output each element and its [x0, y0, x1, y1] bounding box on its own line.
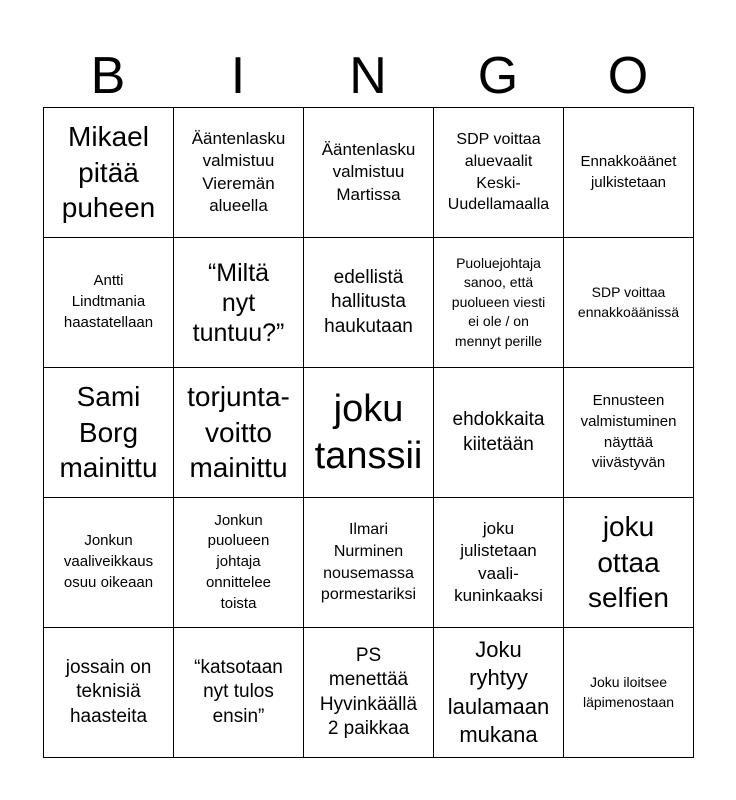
cell-text: joku tanssii	[314, 388, 423, 477]
cell-text: Sami Borg mainittu	[59, 380, 158, 484]
cell-text: torjunta- voitto mainittu	[187, 380, 290, 484]
cell-text: Ennakkoäänet julkistetaan	[580, 152, 677, 191]
cell-text: Ilmari Nurminen nousemassa pormestariksi	[320, 521, 417, 604]
cell-text: ehdokkaita kiitetään	[452, 409, 545, 455]
header-letter-o: O	[607, 47, 649, 105]
bingo-cell-r3-c4[interactable]	[434, 368, 564, 498]
bingo-cell-r1-c3[interactable]	[304, 108, 434, 238]
bingo-cell-r4-c2[interactable]	[174, 498, 304, 628]
bingo-cell-r1-c5[interactable]	[564, 108, 694, 238]
bingo-cell-r2-c3[interactable]	[304, 238, 434, 368]
cell-text: SDP voittaa aluevaalit Keski- Uudellamaalla	[447, 131, 550, 214]
cell-text: joku julistetaan vaali- kuninkaaksi	[454, 519, 543, 605]
cell-text: PS menettää Hyvinkäällä 2 paikkaa	[319, 644, 418, 739]
header-letter-b: B	[90, 47, 126, 105]
bingo-cell-r3-c3[interactable]	[304, 368, 434, 498]
bingo-cell-r3-c1[interactable]	[44, 368, 174, 498]
cell-text: “katsotaan nyt tulos ensin”	[194, 657, 283, 727]
bingo-cell-r4-c4[interactable]	[434, 498, 564, 628]
header-letter-n: N	[349, 47, 387, 105]
cell-text: SDP voittaa ennakkoäänissä	[577, 283, 680, 320]
bingo-cell-r2-c1[interactable]	[44, 238, 174, 368]
bingo-cell-r4-c1[interactable]	[44, 498, 174, 628]
cell-text: Jonkun vaaliveikkaus osuu oikeaan	[63, 532, 154, 591]
bingo-cell-r1-c4[interactable]	[434, 108, 564, 238]
cell-text: Antti Lindtmania haastatellaan	[63, 272, 154, 331]
header-letter-g: G	[477, 47, 519, 105]
bingo-cell-r4-c3[interactable]	[304, 498, 434, 628]
cell-text: Jonkun puolueen johtaja onnittelee toista	[205, 511, 272, 612]
bingo-cell-r5-c3[interactable]	[304, 628, 434, 758]
bingo-header	[43, 46, 693, 106]
bingo-cell-r3-c5[interactable]	[564, 368, 694, 498]
cell-text: Ääntenlasku valmistuu Martissa	[321, 140, 416, 204]
bingo-cell-r1-c2[interactable]	[174, 108, 304, 238]
cell-text: “Miltä nyt tuntuu?”	[192, 258, 285, 347]
bingo-card-grid	[43, 107, 694, 758]
cell-text: edellistä hallitusta haukutaan	[324, 267, 413, 337]
bingo-cell-r4-c5[interactable]	[564, 498, 694, 628]
bingo-cell-r2-c4[interactable]	[434, 238, 564, 368]
bingo-cell-r5-c2[interactable]	[174, 628, 304, 758]
bingo-cell-r3-c2[interactable]	[174, 368, 304, 498]
header-letter-i: I	[230, 47, 246, 105]
bingo-cell-r5-c4[interactable]	[434, 628, 564, 758]
bingo-cell-r5-c5[interactable]	[564, 628, 694, 758]
cell-text: joku ottaa selfien	[588, 510, 669, 614]
bingo-cell-r2-c5[interactable]	[564, 238, 694, 368]
cell-text: Ääntenlasku valmistuu Vieremän alueella	[191, 129, 286, 215]
bingo-cell-r1-c1[interactable]	[44, 108, 174, 238]
cell-text: Puoluejohtaja sanoo, että puolueen viesti ei ole / on mennyt perille	[451, 254, 546, 349]
cell-text: Ennusteen valmistuminen näyttää viivästyvän	[580, 392, 677, 472]
bingo-cell-r5-c1[interactable]	[44, 628, 174, 758]
cell-text: jossain on teknisiä haasteita	[65, 657, 152, 727]
cell-text: Joku ryhtyy laulamaan mukana	[447, 637, 550, 747]
cell-text: Joku iloitsee läpimenostaan	[582, 673, 675, 710]
cell-text: Mikael pitää puheen	[61, 120, 156, 224]
bingo-cell-r2-c2[interactable]	[174, 238, 304, 368]
